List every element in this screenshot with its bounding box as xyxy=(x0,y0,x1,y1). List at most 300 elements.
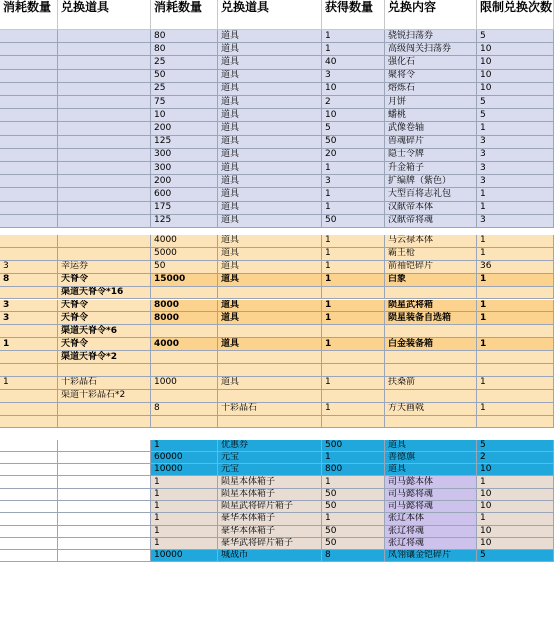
left-item-cell[interactable] xyxy=(58,202,151,215)
left-qty-cell[interactable] xyxy=(0,122,58,135)
consume-qty-cell[interactable]: 1 xyxy=(151,489,218,501)
item-cell[interactable]: 道具 xyxy=(218,261,322,274)
left-item-cell[interactable] xyxy=(58,489,151,501)
consume-qty-cell[interactable]: 8000 xyxy=(151,312,218,325)
consume-qty-cell[interactable]: 200 xyxy=(151,175,218,188)
limit-cell[interactable]: 3 xyxy=(477,149,554,162)
obtain-qty-cell[interactable]: 1 xyxy=(322,30,385,43)
left-item-cell[interactable]: 渠道十彩晶石*2 xyxy=(58,390,151,403)
obtain-qty-cell[interactable] xyxy=(322,325,385,338)
left-qty-cell[interactable] xyxy=(0,162,58,175)
item-cell[interactable]: 道具 xyxy=(218,338,322,351)
consume-qty-cell[interactable]: 4000 xyxy=(151,235,218,248)
content-cell[interactable]: 张辽本体 xyxy=(385,513,477,525)
left-qty-cell[interactable] xyxy=(0,30,58,43)
limit-cell[interactable]: 1 xyxy=(477,403,554,416)
left-qty-cell[interactable] xyxy=(0,136,58,149)
consume-qty-cell[interactable]: 60000 xyxy=(151,452,218,464)
obtain-qty-cell[interactable]: 1 xyxy=(322,274,385,287)
obtain-qty-cell[interactable]: 1 xyxy=(322,202,385,215)
left-item-cell[interactable] xyxy=(58,501,151,513)
left-item-cell[interactable] xyxy=(58,122,151,135)
limit-cell[interactable]: 1 xyxy=(477,188,554,201)
left-item-cell[interactable] xyxy=(58,56,151,69)
limit-cell[interactable]: 1 xyxy=(477,476,554,488)
item-cell[interactable] xyxy=(218,364,322,377)
item-cell[interactable]: 陨星本体箱子 xyxy=(218,489,322,501)
consume-qty-cell[interactable]: 1 xyxy=(151,440,218,452)
consume-qty-cell[interactable]: 200 xyxy=(151,122,218,135)
left-qty-cell[interactable]: 1 xyxy=(0,338,58,351)
content-cell[interactable]: 聚将令 xyxy=(385,70,477,83)
left-item-cell[interactable] xyxy=(58,513,151,525)
limit-cell[interactable]: 1 xyxy=(477,338,554,351)
left-qty-cell[interactable] xyxy=(0,215,58,228)
left-item-cell[interactable] xyxy=(58,70,151,83)
consume-qty-cell[interactable]: 50 xyxy=(151,261,218,274)
limit-cell[interactable]: 1 xyxy=(477,300,554,313)
obtain-qty-cell[interactable]: 1 xyxy=(322,312,385,325)
obtain-qty-cell[interactable]: 3 xyxy=(322,175,385,188)
obtain-qty-cell[interactable]: 2 xyxy=(322,96,385,109)
left-qty-cell[interactable] xyxy=(0,83,58,96)
consume-qty-cell[interactable]: 25 xyxy=(151,56,218,69)
left-item-cell[interactable] xyxy=(58,136,151,149)
left-qty-cell[interactable]: 8 xyxy=(0,274,58,287)
limit-cell[interactable]: 1 xyxy=(477,202,554,215)
content-cell[interactable]: 陨星武将箱 xyxy=(385,300,477,313)
item-cell[interactable]: 元宝 xyxy=(218,452,322,464)
consume-qty-cell[interactable]: 25 xyxy=(151,83,218,96)
limit-cell[interactable] xyxy=(477,429,554,440)
content-cell[interactable]: 方天画戟 xyxy=(385,403,477,416)
left-qty-cell[interactable] xyxy=(0,56,58,69)
consume-qty-cell[interactable]: 1 xyxy=(151,476,218,488)
left-qty-cell[interactable]: 1 xyxy=(0,377,58,390)
item-cell[interactable]: 道具 xyxy=(218,122,322,135)
left-qty-cell[interactable] xyxy=(0,202,58,215)
obtain-qty-cell[interactable]: 50 xyxy=(322,136,385,149)
item-cell[interactable]: 道具 xyxy=(218,109,322,122)
consume-qty-cell[interactable]: 80 xyxy=(151,43,218,56)
obtain-qty-cell[interactable]: 1 xyxy=(322,261,385,274)
left-item-cell[interactable]: 渠道天脊令*16 xyxy=(58,287,151,300)
consume-qty-cell[interactable]: 300 xyxy=(151,162,218,175)
limit-cell[interactable]: 1 xyxy=(477,248,554,261)
limit-cell[interactable]: 36 xyxy=(477,261,554,274)
left-item-cell[interactable] xyxy=(58,440,151,452)
left-qty-cell[interactable] xyxy=(0,109,58,122)
left-qty-cell[interactable] xyxy=(0,235,58,248)
content-cell[interactable] xyxy=(385,228,477,235)
obtain-qty-cell[interactable]: 50 xyxy=(322,215,385,228)
content-cell[interactable]: 白金装备箱 xyxy=(385,338,477,351)
item-cell[interactable]: 城战币 xyxy=(218,550,322,562)
left-qty-cell[interactable] xyxy=(0,501,58,513)
header-right-qty[interactable]: 消耗数量 xyxy=(151,0,218,30)
item-cell[interactable]: 道具 xyxy=(218,96,322,109)
left-item-cell[interactable] xyxy=(58,109,151,122)
consume-qty-cell[interactable]: 10000 xyxy=(151,550,218,562)
obtain-qty-cell[interactable]: 50 xyxy=(322,501,385,513)
left-item-cell[interactable]: 十彩晶石 xyxy=(58,377,151,390)
consume-qty-cell[interactable]: 4000 xyxy=(151,338,218,351)
limit-cell[interactable]: 1 xyxy=(477,513,554,525)
left-qty-cell[interactable]: 3 xyxy=(0,312,58,325)
limit-cell[interactable] xyxy=(477,351,554,364)
content-cell[interactable]: 熔炼石 xyxy=(385,83,477,96)
consume-qty-cell[interactable]: 125 xyxy=(151,215,218,228)
left-item-cell[interactable] xyxy=(58,228,151,235)
left-item-cell[interactable]: 天脊令 xyxy=(58,300,151,313)
limit-cell[interactable]: 10 xyxy=(477,70,554,83)
obtain-qty-cell[interactable]: 1 xyxy=(322,43,385,56)
left-item-cell[interactable] xyxy=(58,248,151,261)
content-cell[interactable]: 骁锐扫荡券 xyxy=(385,30,477,43)
item-cell[interactable]: 道具 xyxy=(218,377,322,390)
limit-cell[interactable] xyxy=(477,416,554,429)
consume-qty-cell[interactable] xyxy=(151,228,218,235)
limit-cell[interactable]: 3 xyxy=(477,175,554,188)
limit-cell[interactable]: 3 xyxy=(477,162,554,175)
left-qty-cell[interactable] xyxy=(0,325,58,338)
obtain-qty-cell[interactable]: 1 xyxy=(322,188,385,201)
content-cell[interactable]: 汉献帝将魂 xyxy=(385,215,477,228)
content-cell[interactable]: 扶桑箭 xyxy=(385,377,477,390)
obtain-qty-cell[interactable]: 10 xyxy=(322,109,385,122)
limit-cell[interactable]: 3 xyxy=(477,215,554,228)
item-cell[interactable]: 陨星本体箱子 xyxy=(218,476,322,488)
left-qty-cell[interactable] xyxy=(0,464,58,476)
obtain-qty-cell[interactable] xyxy=(322,416,385,429)
left-qty-cell[interactable] xyxy=(0,96,58,109)
obtain-qty-cell[interactable] xyxy=(322,351,385,364)
obtain-qty-cell[interactable]: 1 xyxy=(322,377,385,390)
left-item-cell[interactable] xyxy=(58,188,151,201)
limit-cell[interactable]: 10 xyxy=(477,464,554,476)
content-cell[interactable]: 司马懿将魂 xyxy=(385,489,477,501)
left-item-cell[interactable] xyxy=(58,476,151,488)
consume-qty-cell[interactable]: 600 xyxy=(151,188,218,201)
left-item-cell[interactable] xyxy=(58,96,151,109)
limit-cell[interactable]: 1 xyxy=(477,377,554,390)
content-cell[interactable]: 凤翎镶金铠碎片 xyxy=(385,550,477,562)
obtain-qty-cell[interactable]: 1 xyxy=(322,235,385,248)
content-cell[interactable]: 箭袖铠碎片 xyxy=(385,261,477,274)
content-cell[interactable] xyxy=(385,287,477,300)
left-qty-cell[interactable] xyxy=(0,70,58,83)
left-item-cell[interactable]: 天脊令 xyxy=(58,274,151,287)
left-qty-cell[interactable] xyxy=(0,440,58,452)
consume-qty-cell[interactable]: 10000 xyxy=(151,464,218,476)
consume-qty-cell[interactable]: 8 xyxy=(151,403,218,416)
item-cell[interactable]: 道具 xyxy=(218,300,322,313)
consume-qty-cell[interactable]: 175 xyxy=(151,202,218,215)
content-cell[interactable]: 霸王枪 xyxy=(385,248,477,261)
left-item-cell[interactable]: 天脊令 xyxy=(58,338,151,351)
item-cell[interactable] xyxy=(218,416,322,429)
item-cell[interactable]: 道具 xyxy=(218,70,322,83)
limit-cell[interactable]: 10 xyxy=(477,489,554,501)
limit-cell[interactable]: 5 xyxy=(477,30,554,43)
content-cell[interactable] xyxy=(385,364,477,377)
left-item-cell[interactable]: 渠道天脊令*2 xyxy=(58,351,151,364)
limit-cell[interactable]: 10 xyxy=(477,56,554,69)
limit-cell[interactable]: 1 xyxy=(477,312,554,325)
obtain-qty-cell[interactable]: 1 xyxy=(322,300,385,313)
content-cell[interactable]: 善德旗 xyxy=(385,452,477,464)
limit-cell[interactable]: 5 xyxy=(477,109,554,122)
content-cell[interactable] xyxy=(385,390,477,403)
left-qty-cell[interactable] xyxy=(0,403,58,416)
item-cell[interactable]: 道具 xyxy=(218,202,322,215)
consume-qty-cell[interactable]: 50 xyxy=(151,70,218,83)
item-cell[interactable] xyxy=(218,325,322,338)
left-qty-cell[interactable] xyxy=(0,452,58,464)
item-cell[interactable]: 道具 xyxy=(218,43,322,56)
consume-qty-cell[interactable]: 80 xyxy=(151,30,218,43)
item-cell[interactable] xyxy=(218,390,322,403)
item-cell[interactable]: 优惠券 xyxy=(218,440,322,452)
content-cell[interactable]: 扩编牌（紫色） xyxy=(385,175,477,188)
content-cell[interactable]: 道具 xyxy=(385,440,477,452)
left-item-cell[interactable] xyxy=(58,364,151,377)
limit-cell[interactable] xyxy=(477,390,554,403)
left-qty-cell[interactable] xyxy=(0,429,58,440)
obtain-qty-cell[interactable] xyxy=(322,287,385,300)
left-item-cell[interactable]: 天脊令 xyxy=(58,312,151,325)
item-cell[interactable]: 道具 xyxy=(218,248,322,261)
limit-cell[interactable]: 10 xyxy=(477,83,554,96)
obtain-qty-cell[interactable]: 1 xyxy=(322,513,385,525)
consume-qty-cell[interactable]: 125 xyxy=(151,136,218,149)
obtain-qty-cell[interactable]: 40 xyxy=(322,56,385,69)
left-item-cell[interactable] xyxy=(58,30,151,43)
consume-qty-cell[interactable] xyxy=(151,416,218,429)
limit-cell[interactable] xyxy=(477,325,554,338)
left-item-cell[interactable] xyxy=(58,464,151,476)
obtain-qty-cell[interactable] xyxy=(322,390,385,403)
obtain-qty-cell[interactable]: 1 xyxy=(322,162,385,175)
content-cell[interactable]: 大型百将志礼包 xyxy=(385,188,477,201)
content-cell[interactable] xyxy=(385,351,477,364)
content-cell[interactable]: 道具 xyxy=(385,464,477,476)
obtain-qty-cell[interactable]: 3 xyxy=(322,70,385,83)
item-cell[interactable]: 豪华本体箱子 xyxy=(218,513,322,525)
header-limit[interactable]: 限制兑换次数 xyxy=(477,0,554,30)
consume-qty-cell[interactable] xyxy=(151,287,218,300)
item-cell[interactable]: 道具 xyxy=(218,83,322,96)
left-item-cell[interactable] xyxy=(58,215,151,228)
item-cell[interactable]: 豪华本体箱子 xyxy=(218,526,322,538)
obtain-qty-cell[interactable] xyxy=(322,429,385,440)
item-cell[interactable]: 豪华武将碎片箱子 xyxy=(218,538,322,550)
limit-cell[interactable] xyxy=(477,228,554,235)
item-cell[interactable]: 道具 xyxy=(218,162,322,175)
left-qty-cell[interactable] xyxy=(0,175,58,188)
item-cell[interactable]: 道具 xyxy=(218,30,322,43)
content-cell[interactable]: 强化石 xyxy=(385,56,477,69)
left-item-cell[interactable] xyxy=(58,416,151,429)
item-cell[interactable]: 道具 xyxy=(218,235,322,248)
consume-qty-cell[interactable]: 1000 xyxy=(151,377,218,390)
obtain-qty-cell[interactable]: 1 xyxy=(322,476,385,488)
left-item-cell[interactable] xyxy=(58,83,151,96)
content-cell[interactable]: 张辽将魂 xyxy=(385,526,477,538)
obtain-qty-cell[interactable]: 5 xyxy=(322,122,385,135)
left-item-cell[interactable] xyxy=(58,526,151,538)
item-cell[interactable] xyxy=(218,429,322,440)
content-cell[interactable]: 白象 xyxy=(385,274,477,287)
consume-qty-cell[interactable]: 1 xyxy=(151,526,218,538)
item-cell[interactable]: 道具 xyxy=(218,149,322,162)
left-qty-cell[interactable] xyxy=(0,364,58,377)
limit-cell[interactable]: 1 xyxy=(477,274,554,287)
item-cell[interactable]: 道具 xyxy=(218,215,322,228)
obtain-qty-cell[interactable] xyxy=(322,364,385,377)
content-cell[interactable]: 司马懿本体 xyxy=(385,476,477,488)
obtain-qty-cell[interactable] xyxy=(322,228,385,235)
left-qty-cell[interactable] xyxy=(0,188,58,201)
consume-qty-cell[interactable] xyxy=(151,429,218,440)
left-item-cell[interactable] xyxy=(58,403,151,416)
left-qty-cell[interactable] xyxy=(0,416,58,429)
item-cell[interactable]: 道具 xyxy=(218,188,322,201)
content-cell[interactable]: 高级闯关扫荡券 xyxy=(385,43,477,56)
limit-cell[interactable] xyxy=(477,364,554,377)
left-qty-cell[interactable]: 3 xyxy=(0,300,58,313)
left-qty-cell[interactable] xyxy=(0,149,58,162)
left-qty-cell[interactable] xyxy=(0,550,58,562)
consume-qty-cell[interactable]: 15000 xyxy=(151,274,218,287)
content-cell[interactable]: 司马懿将魂 xyxy=(385,501,477,513)
obtain-qty-cell[interactable]: 50 xyxy=(322,538,385,550)
consume-qty-cell[interactable] xyxy=(151,364,218,377)
left-item-cell[interactable] xyxy=(58,550,151,562)
item-cell[interactable]: 陨星武将碎片箱子 xyxy=(218,501,322,513)
consume-qty-cell[interactable]: 5000 xyxy=(151,248,218,261)
item-cell[interactable]: 道具 xyxy=(218,274,322,287)
consume-qty-cell[interactable]: 10 xyxy=(151,109,218,122)
obtain-qty-cell[interactable]: 1 xyxy=(322,338,385,351)
item-cell[interactable]: 道具 xyxy=(218,175,322,188)
left-qty-cell[interactable] xyxy=(0,228,58,235)
content-cell[interactable] xyxy=(385,416,477,429)
limit-cell[interactable]: 1 xyxy=(477,235,554,248)
obtain-qty-cell[interactable]: 1 xyxy=(322,248,385,261)
header-left-qty[interactable]: 消耗数量 xyxy=(0,0,58,30)
obtain-qty-cell[interactable]: 1 xyxy=(322,452,385,464)
left-item-cell[interactable] xyxy=(58,43,151,56)
consume-qty-cell[interactable]: 8000 xyxy=(151,300,218,313)
consume-qty-cell[interactable]: 75 xyxy=(151,96,218,109)
limit-cell[interactable]: 10 xyxy=(477,43,554,56)
header-content[interactable]: 兑换内容 xyxy=(385,0,477,30)
left-item-cell[interactable] xyxy=(58,175,151,188)
left-item-cell[interactable]: 渠道天脊令*6 xyxy=(58,325,151,338)
obtain-qty-cell[interactable]: 500 xyxy=(322,440,385,452)
content-cell[interactable] xyxy=(385,429,477,440)
consume-qty-cell[interactable]: 1 xyxy=(151,538,218,550)
left-qty-cell[interactable] xyxy=(0,513,58,525)
obtain-qty-cell[interactable]: 50 xyxy=(322,489,385,501)
left-qty-cell[interactable] xyxy=(0,538,58,550)
left-qty-cell[interactable] xyxy=(0,489,58,501)
left-item-cell[interactable]: 幸运券 xyxy=(58,261,151,274)
consume-qty-cell[interactable]: 1 xyxy=(151,501,218,513)
content-cell[interactable]: 汉献帝本体 xyxy=(385,202,477,215)
left-item-cell[interactable] xyxy=(58,429,151,440)
consume-qty-cell[interactable]: 300 xyxy=(151,149,218,162)
limit-cell[interactable]: 10 xyxy=(477,526,554,538)
left-qty-cell[interactable] xyxy=(0,287,58,300)
limit-cell[interactable]: 3 xyxy=(477,136,554,149)
consume-qty-cell[interactable] xyxy=(151,390,218,403)
consume-qty-cell[interactable] xyxy=(151,351,218,364)
obtain-qty-cell[interactable]: 50 xyxy=(322,526,385,538)
limit-cell[interactable]: 2 xyxy=(477,452,554,464)
obtain-qty-cell[interactable]: 8 xyxy=(322,550,385,562)
limit-cell[interactable]: 1 xyxy=(477,122,554,135)
content-cell[interactable]: 陨星装备自选箱 xyxy=(385,312,477,325)
content-cell[interactable] xyxy=(385,325,477,338)
left-item-cell[interactable] xyxy=(58,149,151,162)
limit-cell[interactable]: 5 xyxy=(477,550,554,562)
content-cell[interactable]: 兽魂碎片 xyxy=(385,136,477,149)
item-cell[interactable]: 道具 xyxy=(218,56,322,69)
item-cell[interactable]: 十彩晶石 xyxy=(218,403,322,416)
left-qty-cell[interactable] xyxy=(0,351,58,364)
consume-qty-cell[interactable] xyxy=(151,325,218,338)
left-qty-cell[interactable]: 3 xyxy=(0,261,58,274)
obtain-qty-cell[interactable]: 1 xyxy=(322,403,385,416)
limit-cell[interactable]: 10 xyxy=(477,538,554,550)
consume-qty-cell[interactable]: 1 xyxy=(151,513,218,525)
left-qty-cell[interactable] xyxy=(0,476,58,488)
obtain-qty-cell[interactable]: 20 xyxy=(322,149,385,162)
item-cell[interactable] xyxy=(218,228,322,235)
limit-cell[interactable]: 10 xyxy=(477,501,554,513)
content-cell[interactable]: 升金箱子 xyxy=(385,162,477,175)
item-cell[interactable] xyxy=(218,351,322,364)
limit-cell[interactable] xyxy=(477,287,554,300)
content-cell[interactable]: 隐士令牌 xyxy=(385,149,477,162)
content-cell[interactable]: 月饼 xyxy=(385,96,477,109)
item-cell[interactable]: 元宝 xyxy=(218,464,322,476)
header-left-item[interactable]: 兑换道具 xyxy=(58,0,151,30)
item-cell[interactable]: 道具 xyxy=(218,312,322,325)
left-item-cell[interactable] xyxy=(58,235,151,248)
item-cell[interactable]: 道具 xyxy=(218,136,322,149)
header-right-item[interactable]: 兑换道具 xyxy=(218,0,322,30)
left-qty-cell[interactable] xyxy=(0,390,58,403)
content-cell[interactable]: 张辽将魂 xyxy=(385,538,477,550)
left-qty-cell[interactable] xyxy=(0,248,58,261)
left-item-cell[interactable] xyxy=(58,538,151,550)
obtain-qty-cell[interactable]: 10 xyxy=(322,83,385,96)
left-item-cell[interactable] xyxy=(58,162,151,175)
content-cell[interactable]: 蟠桃 xyxy=(385,109,477,122)
limit-cell[interactable]: 5 xyxy=(477,96,554,109)
content-cell[interactable]: 马云禄本体 xyxy=(385,235,477,248)
limit-cell[interactable]: 5 xyxy=(477,440,554,452)
header-obtain-qty[interactable]: 获得数量 xyxy=(322,0,385,30)
left-item-cell[interactable] xyxy=(58,452,151,464)
obtain-qty-cell[interactable]: 800 xyxy=(322,464,385,476)
left-qty-cell[interactable] xyxy=(0,43,58,56)
item-cell[interactable] xyxy=(218,287,322,300)
content-cell[interactable]: 武像卷轴 xyxy=(385,122,477,135)
